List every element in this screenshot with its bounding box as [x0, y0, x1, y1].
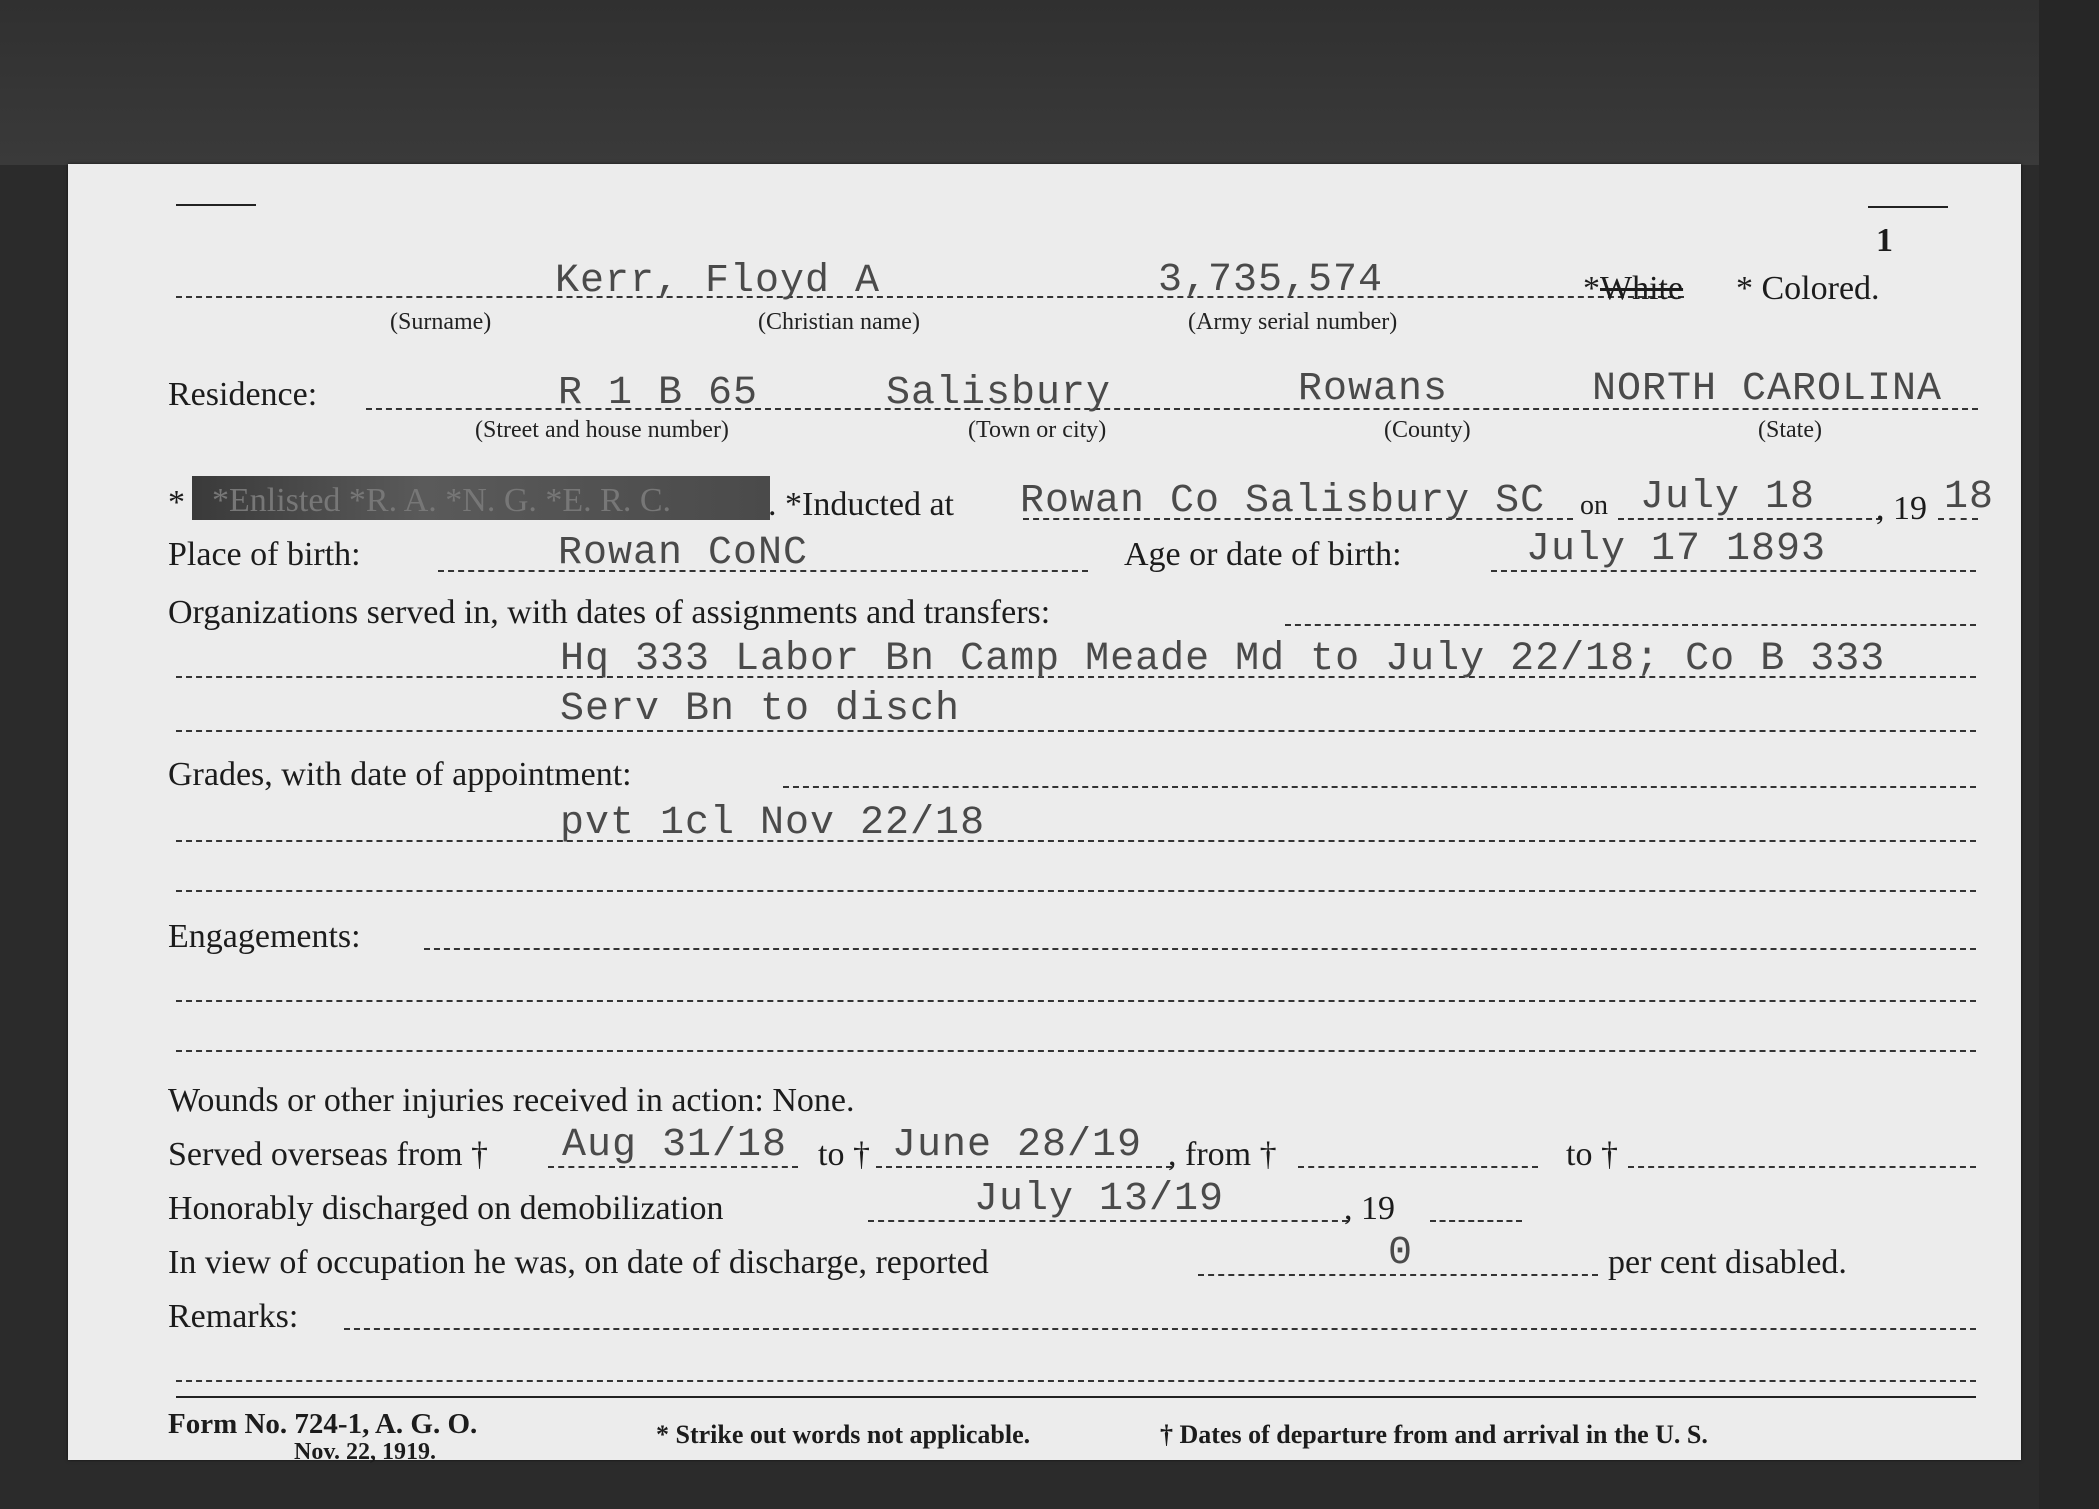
- residence-town-value: Salisbury: [886, 371, 1112, 416]
- overseas-to2-line: [1628, 1166, 1976, 1168]
- footer-rule: [176, 1396, 1976, 1398]
- corner-mark-right: [1868, 206, 1948, 208]
- on-label: on: [1580, 490, 1608, 521]
- remarks-label: Remarks:: [168, 1298, 299, 1335]
- organizations-line-2: [176, 730, 1976, 732]
- race-star: *: [1583, 270, 1600, 307]
- serial-number-caption: (Army serial number): [1188, 309, 1398, 335]
- surname-caption: (Surname): [390, 309, 492, 335]
- name-line: [176, 296, 1684, 298]
- service-record-card: [68, 164, 2021, 1465]
- organizations-value-2: Serv Bn to disch: [560, 687, 961, 732]
- residence-state-value: NORTH CAROLINA: [1592, 367, 1943, 412]
- overseas-to2-label: to †: [1566, 1136, 1618, 1173]
- age-label: Age or date of birth:: [1124, 536, 1402, 573]
- discharge-label: Honorably discharged on demobilization: [168, 1190, 724, 1227]
- state-caption: (State): [1758, 417, 1822, 443]
- engagements-line-2: [176, 1050, 1976, 1052]
- race-white-label: White: [1600, 270, 1684, 307]
- overseas-from-value: Aug 31/18: [562, 1123, 788, 1168]
- overseas-to-label: to †: [818, 1136, 870, 1173]
- disability-value: 0: [1388, 1231, 1414, 1276]
- redacted-enlisted-options: [192, 476, 770, 520]
- organizations-label: Organizations served in, with dates of assignments and transfers:: [168, 594, 1051, 631]
- engagements-line-1: [176, 1000, 1976, 1002]
- residence-street-value: R 1 B 65: [558, 371, 759, 416]
- engagements-line-0: [424, 948, 1976, 950]
- grades-line-2: [176, 890, 1976, 892]
- disability-label: In view of occupation he was, on date of discharge, reported: [168, 1244, 989, 1281]
- redacted-enlisted-text: *Enlisted *R. A. *N. G. *E. R. C.: [212, 482, 672, 519]
- organizations-line-0: [1285, 624, 1976, 626]
- grades-line-0: [783, 786, 1976, 788]
- street-caption: (Street and house number): [475, 417, 729, 443]
- inducted-place-value: Rowan Co Salisbury SC: [1020, 479, 1546, 524]
- remarks-line-0: [344, 1328, 1976, 1330]
- grades-label: Grades, with date of appointment:: [168, 756, 632, 793]
- disability-suffix: per cent disabled.: [1608, 1244, 1847, 1281]
- surname-value: Kerr, Floyd A: [555, 259, 881, 304]
- enlisted-star: *: [168, 484, 185, 521]
- dates-note: † Dates of departure from and arrival in the U. S.: [1160, 1420, 1708, 1449]
- place-of-birth-label: Place of birth:: [168, 536, 361, 573]
- overseas-from2-label: , from †: [1168, 1136, 1277, 1173]
- wounds-label: Wounds or other injuries received in action: None.: [168, 1082, 855, 1119]
- race-white-option: [1583, 272, 1683, 306]
- serial-number-value: 3,735,574: [1158, 258, 1384, 303]
- form-date: Nov. 22, 1919.: [294, 1439, 437, 1465]
- christian-name-caption: (Christian name): [758, 309, 920, 335]
- overseas-from2-line: [1298, 1166, 1538, 1168]
- discharge-year-line: [1430, 1220, 1522, 1222]
- scan-background-side: [2039, 0, 2099, 1509]
- residence-label: Residence:: [168, 376, 318, 413]
- organizations-value-1: Hq 333 Labor Bn Camp Meade Md to July 22/18; Co B 333: [560, 637, 1886, 682]
- strike-note: * Strike out words not applicable.: [656, 1420, 1031, 1449]
- race-colored-label: * Colored.: [1736, 270, 1880, 307]
- inducted-label: . *Inducted at: [768, 486, 954, 523]
- scan-background-top: [0, 0, 2099, 165]
- induction-year-value: 18: [1944, 475, 1995, 520]
- card-number: 1: [1876, 222, 1893, 259]
- age-value: July 17 1893: [1526, 527, 1827, 572]
- overseas-from-label: Served overseas from †: [168, 1136, 489, 1173]
- residence-county-value: Rowans: [1298, 367, 1449, 412]
- grades-value: pvt 1cl Nov 22/18: [560, 801, 986, 846]
- discharge-value: July 13/19: [974, 1177, 1225, 1222]
- discharge-year-label: , 19: [1344, 1190, 1395, 1227]
- town-caption: (Town or city): [968, 417, 1107, 443]
- induction-year-prefix: , 19: [1876, 490, 1927, 527]
- remarks-line-1: [176, 1380, 1976, 1382]
- engagements-label: Engagements:: [168, 918, 361, 955]
- overseas-to-value: June 28/19: [892, 1123, 1143, 1168]
- form-number: Form No. 724-1, A. G. O.: [168, 1408, 478, 1440]
- grades-line-1: [176, 840, 1976, 842]
- place-of-birth-value: Rowan CoNC: [558, 531, 809, 576]
- corner-mark-left: [176, 204, 256, 206]
- induction-date-value: July 18: [1640, 475, 1816, 520]
- county-caption: (County): [1384, 417, 1471, 443]
